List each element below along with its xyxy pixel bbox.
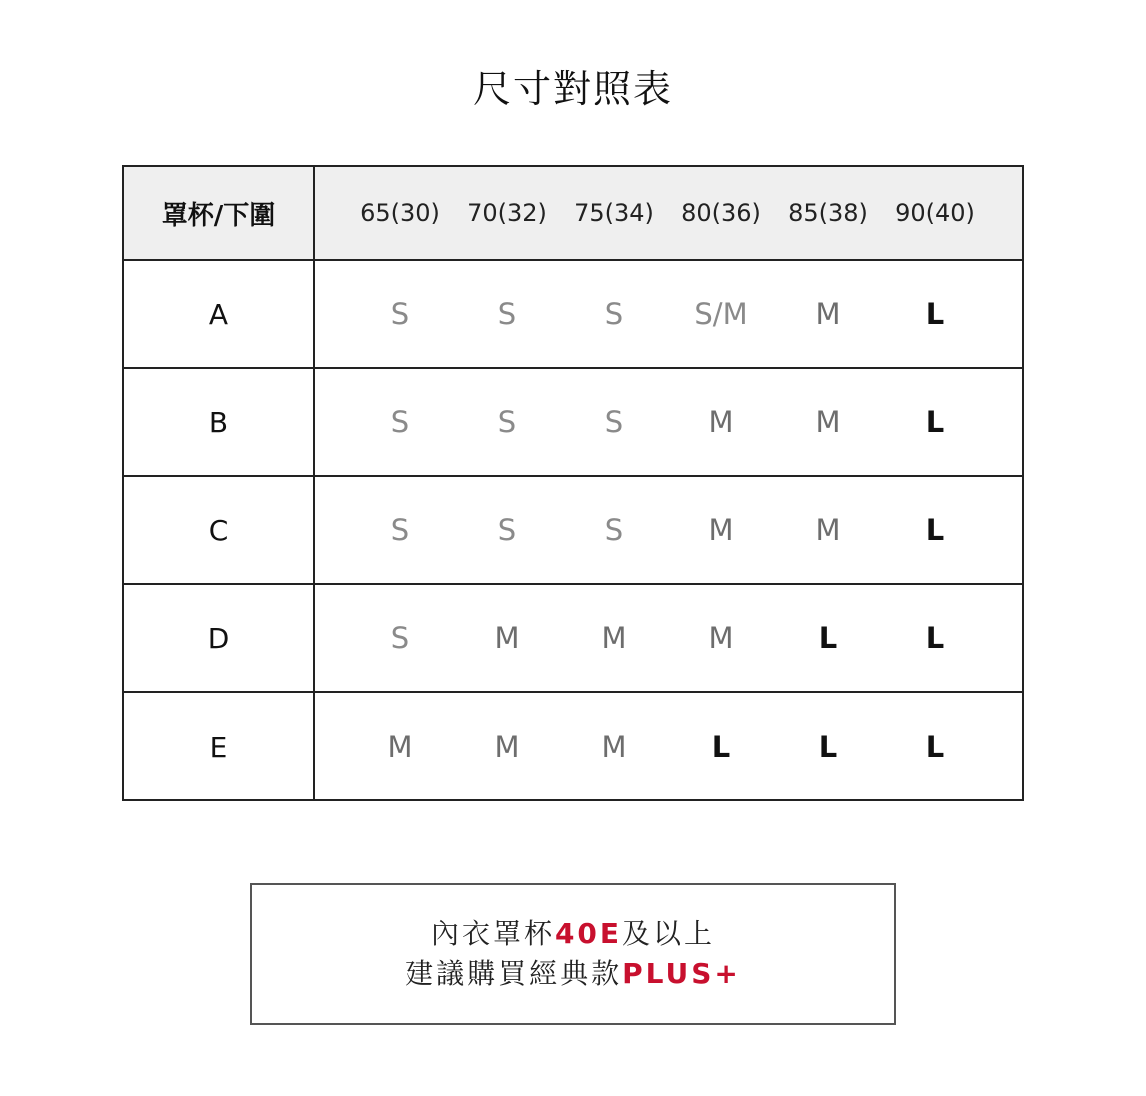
column-header: 65(30) bbox=[360, 199, 440, 227]
cup-label: B bbox=[208, 405, 229, 439]
page-title: 尺寸對照表 bbox=[472, 67, 673, 111]
plus-size-note bbox=[250, 883, 896, 1025]
size-cell: L bbox=[925, 621, 945, 655]
column-header: 85(38) bbox=[788, 199, 868, 227]
size-cell: L bbox=[925, 730, 945, 764]
column-header: 90(40) bbox=[895, 199, 975, 227]
size-cell: M bbox=[815, 513, 841, 547]
size-cell: S bbox=[497, 405, 517, 439]
note-highlight: 40E bbox=[554, 917, 623, 950]
size-cell: M bbox=[601, 730, 627, 764]
size-cell: S bbox=[604, 513, 624, 547]
size-cell: S bbox=[497, 513, 517, 547]
size-cell: S/M bbox=[694, 297, 748, 331]
size-chart-table bbox=[122, 165, 1024, 801]
size-cell: L bbox=[818, 621, 838, 655]
note-text: 建議購買經典款 bbox=[405, 957, 623, 990]
table-row bbox=[124, 585, 1022, 693]
table-row bbox=[124, 261, 1022, 369]
size-cell: M bbox=[601, 621, 627, 655]
note-highlight: PLUS+ bbox=[622, 957, 741, 990]
size-cell: S bbox=[390, 621, 410, 655]
corner-label: 罩杯/下圍 bbox=[161, 200, 276, 231]
cup-label: D bbox=[207, 621, 230, 655]
column-header: 70(32) bbox=[467, 199, 547, 227]
table-row bbox=[124, 369, 1022, 477]
cup-label: A bbox=[208, 297, 229, 331]
size-cell: S bbox=[497, 297, 517, 331]
size-cell: L bbox=[925, 297, 945, 331]
size-cell: M bbox=[708, 621, 734, 655]
cup-label: E bbox=[209, 730, 228, 764]
size-cell: L bbox=[925, 405, 945, 439]
size-cell: S bbox=[604, 405, 624, 439]
size-cell: M bbox=[708, 513, 734, 547]
size-cell: S bbox=[390, 405, 410, 439]
size-cell: L bbox=[925, 513, 945, 547]
note-line-2 bbox=[405, 954, 741, 994]
size-cell: M bbox=[494, 730, 520, 764]
note-text: 內衣罩杯 bbox=[430, 917, 555, 950]
column-divider bbox=[313, 167, 315, 799]
note-text: 及以上 bbox=[622, 917, 716, 950]
cup-label: C bbox=[208, 513, 229, 547]
size-cell: S bbox=[604, 297, 624, 331]
size-cell: M bbox=[494, 621, 520, 655]
column-header: 80(36) bbox=[681, 199, 761, 227]
table-row bbox=[124, 693, 1022, 801]
size-cell: M bbox=[708, 405, 734, 439]
column-header: 75(34) bbox=[574, 199, 654, 227]
size-cell: S bbox=[390, 297, 410, 331]
table-header-row bbox=[124, 167, 1022, 261]
size-cell: L bbox=[711, 730, 731, 764]
size-cell: S bbox=[390, 513, 410, 547]
table-row bbox=[124, 477, 1022, 585]
note-line-1 bbox=[431, 914, 715, 954]
size-cell: L bbox=[818, 730, 838, 764]
size-cell: M bbox=[387, 730, 413, 764]
size-cell: M bbox=[815, 405, 841, 439]
size-cell: M bbox=[815, 297, 841, 331]
